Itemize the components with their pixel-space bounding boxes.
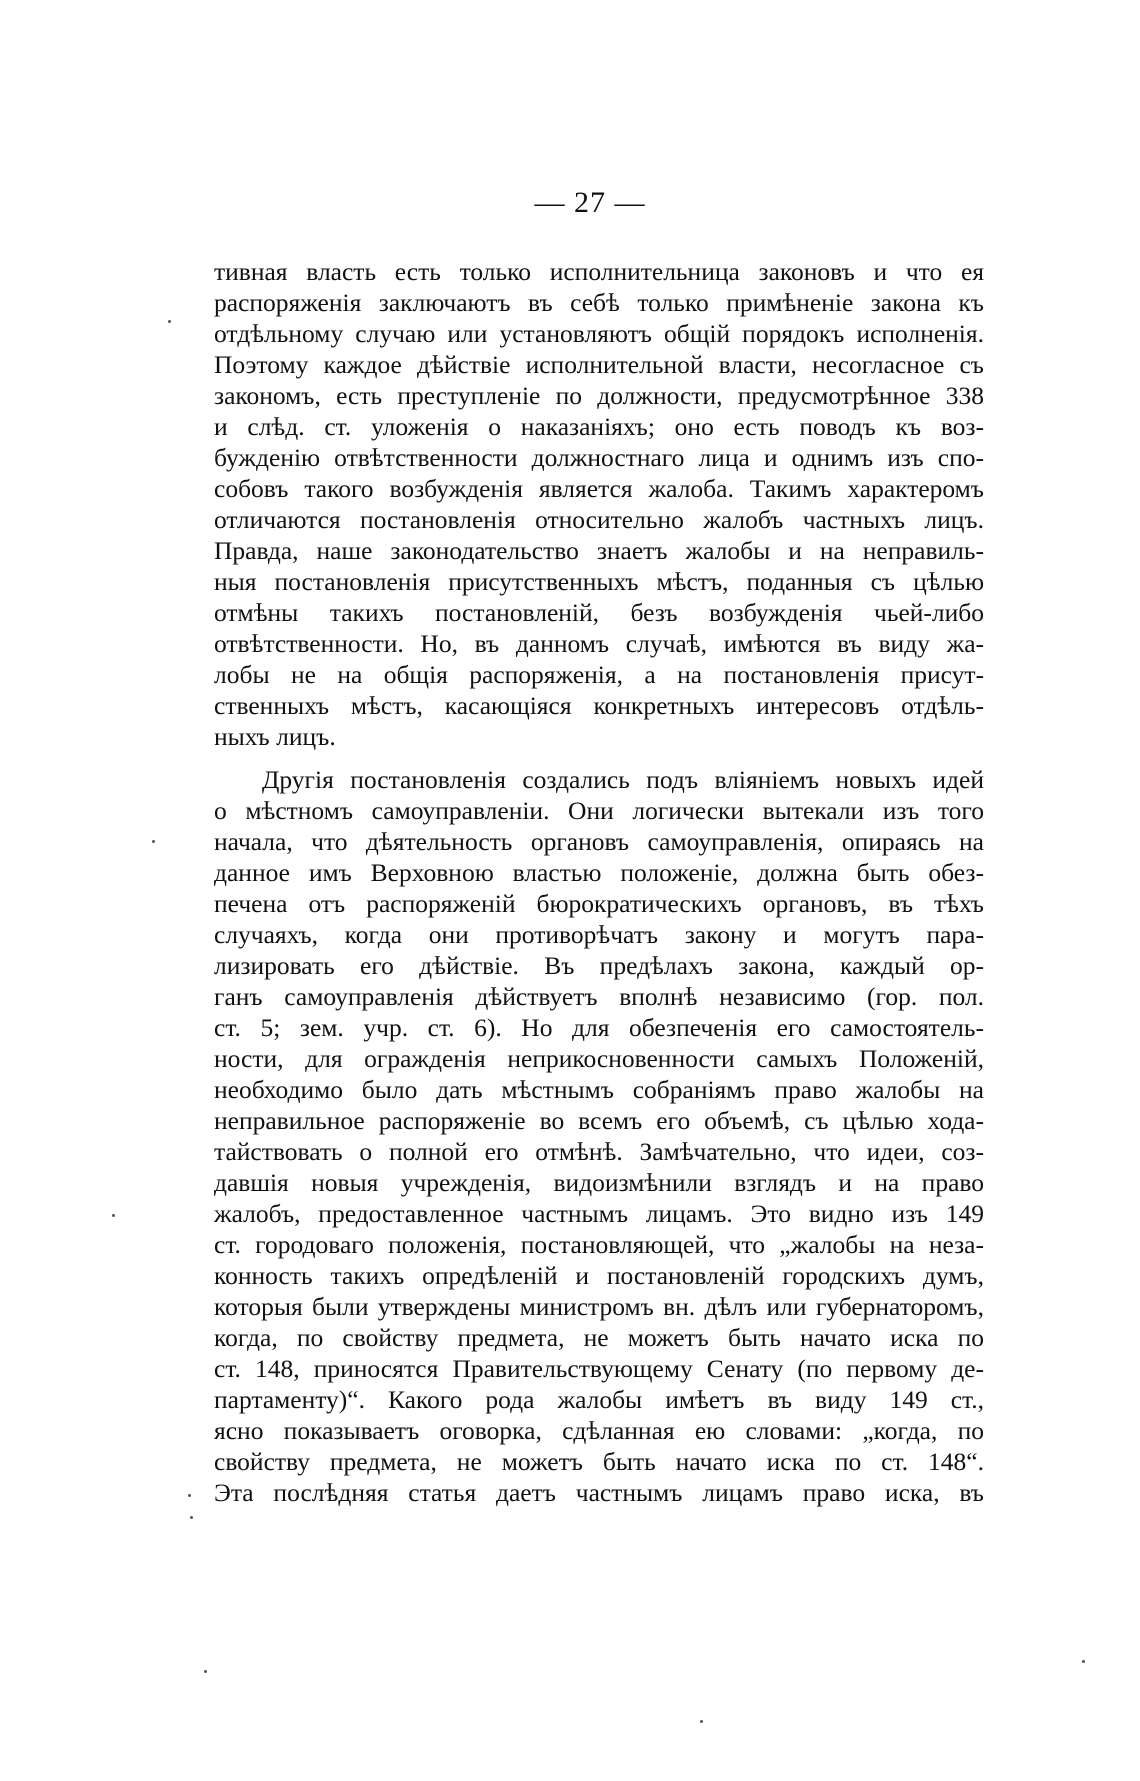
scan-speck — [188, 1494, 191, 1497]
text-line: тивная власть есть только исполнительница законовъ и что ея — [214, 257, 984, 286]
scan-speck — [112, 1214, 115, 1217]
text-line: о мѣстномъ самоуправленіи. Они логически вытекали изъ того — [214, 796, 984, 825]
text-line: печена отъ распоряженій бюрократическихъ органовъ, въ тѣхъ — [214, 889, 984, 918]
text-line: отмѣны такихъ постановленій, безъ возбужденія чьей-либо — [214, 598, 984, 627]
text-line: начала, что дѣятельность органовъ самоуправленія, опираясь на — [214, 827, 984, 856]
text-line: лизировать его дѣйствіе. Въ предѣлахъ закона, каждый ор- — [214, 951, 984, 980]
text-line: бужденію отвѣтственности должностнаго лица и однимъ изъ спо- — [214, 443, 984, 472]
text-line: распоряженія заключаютъ въ себѣ только примѣненіе закона къ — [214, 288, 984, 317]
text-line: Другія постановленія создались подъ вліяніемъ новыхъ идей — [262, 765, 984, 794]
text-line: свойству предмета, не можетъ быть начато иска по ст. 148“. — [214, 1447, 984, 1476]
text-line: отдѣльному случаю или установляютъ общій порядокъ исполненія. — [214, 319, 984, 348]
text-line: данное имъ Верховною властью положеніе, должна быть обез- — [214, 858, 984, 887]
text-line: ныхъ лицъ. — [214, 722, 336, 751]
text-line: жалобъ, предоставленное частнымъ лицамъ. Это видно изъ 149 — [214, 1199, 984, 1228]
text-line: которыя были утверждены министромъ вн. дѣлъ или губернаторомъ, — [214, 1292, 984, 1321]
scan-speck — [204, 1670, 207, 1673]
text-line: лобы не на общія распоряженія, а на постановленія присут- — [214, 660, 984, 689]
text-line: ст. городоваго положенія, постановляющей, что „жалобы на неза- — [214, 1230, 984, 1259]
page-number: — 27 — — [534, 186, 646, 219]
paragraph-2 — [214, 764, 984, 1508]
text-line: когда, по свойству предмета, не можетъ быть начато иска по — [214, 1323, 984, 1352]
scan-speck — [190, 1516, 193, 1519]
text-line: отличаются постановленія относительно жалобъ частныхъ лицъ. — [214, 505, 984, 534]
text-line: необходимо было дать мѣстнымъ собраніямъ право жалобы на — [214, 1075, 984, 1104]
body-text — [214, 256, 984, 1508]
scan-speck — [700, 1720, 703, 1723]
text-line: ганъ самоуправленія дѣйствуетъ вполнѣ независимо (гор. пол. — [214, 982, 984, 1011]
text-line: отвѣтственности. Но, въ данномъ случаѣ, имѣются въ виду жа- — [214, 629, 984, 658]
text-line: ст. 148, приносятся Правительствующему Сенату (по первому де- — [214, 1354, 984, 1383]
text-line: тайствовать о полной его отмѣнѣ. Замѣчательно, что идеи, соз- — [214, 1137, 984, 1166]
scan-speck — [152, 840, 155, 843]
scan-speck — [168, 320, 171, 323]
text-line: давшія новыя учрежденія, видоизмѣнили взглядъ и на право — [214, 1168, 984, 1197]
text-line: Правда, наше законодательство знаетъ жалобы и на неправиль- — [214, 536, 984, 565]
text-line: ныя постановленія присутственныхъ мѣстъ, поданныя съ цѣлью — [214, 567, 984, 596]
text-line: ясно показываетъ оговорка, сдѣланная ею словами: „когда, по — [214, 1416, 984, 1445]
text-line: неправильное распоряженіе во всемъ его объемѣ, съ цѣлью хода- — [214, 1106, 984, 1135]
text-line: и слѣд. ст. уложенія о наказаніяхъ; оно есть поводъ къ воз- — [214, 412, 984, 441]
paragraph-gap — [214, 752, 984, 764]
text-line: конность такихъ опредѣленій и постановленій городскихъ думъ, — [214, 1261, 984, 1290]
text-line: ст. 5; зем. учр. ст. 6). Но для обезпеченія его самостоятель- — [214, 1013, 984, 1042]
text-line: партаменту)“. Какого рода жалобы имѣетъ въ виду 149 ст., — [214, 1385, 984, 1414]
text-line: закономъ, есть преступленіе по должности, предусмотрѣнное 338 — [214, 381, 984, 410]
text-line: собовъ такого возбужденія является жалоба. Такимъ характеромъ — [214, 474, 984, 503]
paragraph-1 — [214, 256, 984, 752]
scan-speck — [1082, 1660, 1085, 1663]
text-line: Поэтому каждое дѣйствіе исполнительной власти, несогласное съ — [214, 350, 984, 379]
text-line: Эта послѣдняя статья даетъ частнымъ лицамъ право иска, въ — [214, 1478, 984, 1507]
text-line: случаяхъ, когда они противорѣчатъ закону и могутъ пара- — [214, 920, 984, 949]
text-line: ственныхъ мѣстъ, касающіяся конкретныхъ интересовъ отдѣль- — [214, 691, 984, 720]
text-line: ности, для огражденія неприкосновенности самыхъ Положеній, — [214, 1044, 984, 1073]
